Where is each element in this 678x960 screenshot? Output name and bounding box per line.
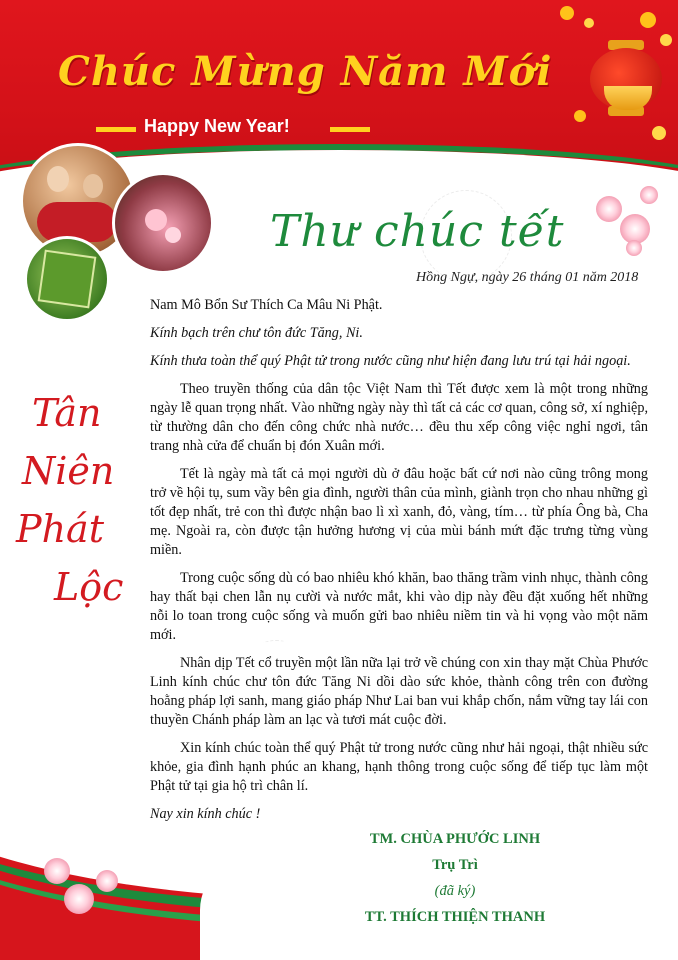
salutation: Nam Mô Bổn Sư Thích Ca Mâu Ni Phật. [150,297,383,313]
photo-face [47,166,69,192]
signature-org: TM. CHÙA PHƯỚC LINH [369,831,541,847]
header-title: Chúc Mừng Năm Mới [58,48,553,95]
blossom-icon [596,196,622,222]
photo-face [83,174,103,198]
header-line-left [96,127,136,132]
blossom-icon [165,227,181,243]
blossom-icon [44,858,70,884]
blossom-icon [640,186,658,204]
signature-block [330,826,580,930]
header-line-right [330,127,370,132]
calligraphy-word: Niên [22,449,115,493]
blossom-icon [96,870,118,892]
greeting-line: Kính thưa toàn thể quý Phật tử trong nước cũng như hiện đang lưu trú tại hải ngoại. [150,353,631,369]
peach-blossom-photo [112,172,214,274]
signature-role: Trụ Trì [432,857,478,873]
photo-shirt [37,202,117,242]
blossom-icon [64,884,94,914]
blossom-icon [145,209,167,231]
blossom-icon [660,34,672,46]
signature-name: TT. THÍCH THIỆN THANH [364,909,546,925]
blossom-icon [574,110,586,122]
closing-line: Nay xin kính chúc ! [150,806,261,822]
body-paragraph: Theo truyền thống của dân tộc Việt Nam thì Tết được xem là một trong những ngày lễ quan trọng nhất. Vào những ngày này thì tất cả các cơ quan, công sở, xí nghiệp, từ thường dân cho đến công chức nhà nước… đều thu xếp công việc nghỉ ngơi, tân trang nhà cửa để chuẩn bị đón Xuân mới. [150,381,648,454]
letter-title: Thư chúc tết [270,206,565,257]
blossom-icon [584,18,594,28]
blossom-icon [640,12,656,28]
body-paragraph: Xin kính chúc toàn thể quý Phật tử trong nước cũng như hải ngoại, thật nhiều sức khỏe, gia đình hạnh phúc an khang, hạnh thông trong cuộc sống để tiếp tục làm một Phật tử tại gia hộ trì chân lí. [150,740,648,794]
banh-chung-photo [24,236,110,322]
cake-shape [38,250,97,309]
calligraphy-word: Phát [16,507,104,551]
greeting-line: Kính bạch trên chư tôn đức Tăng, Ni. [150,325,363,341]
calligraphy-word: Tân [32,391,102,435]
body-paragraph: Tết là ngày mà tất cả mọi người dù ở đâu hoặc bất cứ nơi nào cũng trông mong trở về hội tụ, sum vầy bên gia đình, người thân của mình, giành trọn cho nhau những gì tốt đẹp nhất, trẻ con thì được nhận bao lì xì xanh, đỏ, vàng, tím… từ phía Ông bà, Cha mẹ. Ngoài ra, còn được tận hưởng hương vị của mùi bánh mứt đặc trưng từng vùng miền. [150,466,648,558]
letter-body [150,296,648,833]
calligraphy-word: Lộc [54,565,124,609]
calligraphy-block [14,384,134,616]
body-paragraph: Trong cuộc sống dù có bao nhiêu khó khăn, bao thăng trầm vinh nhục, thành công hay thất bại chen lẫn nụ cười và nước mắt, khi vào dịp này đều đặt xuống hết những nỗi lo toan trong cuộc sống và muốn gửi bao nhiêu niềm tin và hi vọng vào một năm mới. [150,570,648,643]
signature-signed: (đã ký) [434,883,476,899]
blossom-icon [652,126,666,140]
header-subtitle: Happy New Year! [144,116,290,136]
blossom-icon [560,6,574,20]
body-paragraph: Nhân dịp Tết cổ truyền một lần nữa lại trở về chúng con xin thay mặt Chùa Phước Linh kính chúc chư tôn đức Tăng Ni dồi dào sức khỏe, thành công trên con đường hoằng pháp lợi sanh, mang giáo pháp Như Lai ban vui khắp chốn, nắm vững tay lái con thuyền Chánh pháp làm an lạc và tươi mát cuộc đời. [150,655,648,728]
blossom-icon [626,240,642,256]
letter-date: Hồng Ngự, ngày 26 tháng 01 năm 2018 [416,270,639,285]
